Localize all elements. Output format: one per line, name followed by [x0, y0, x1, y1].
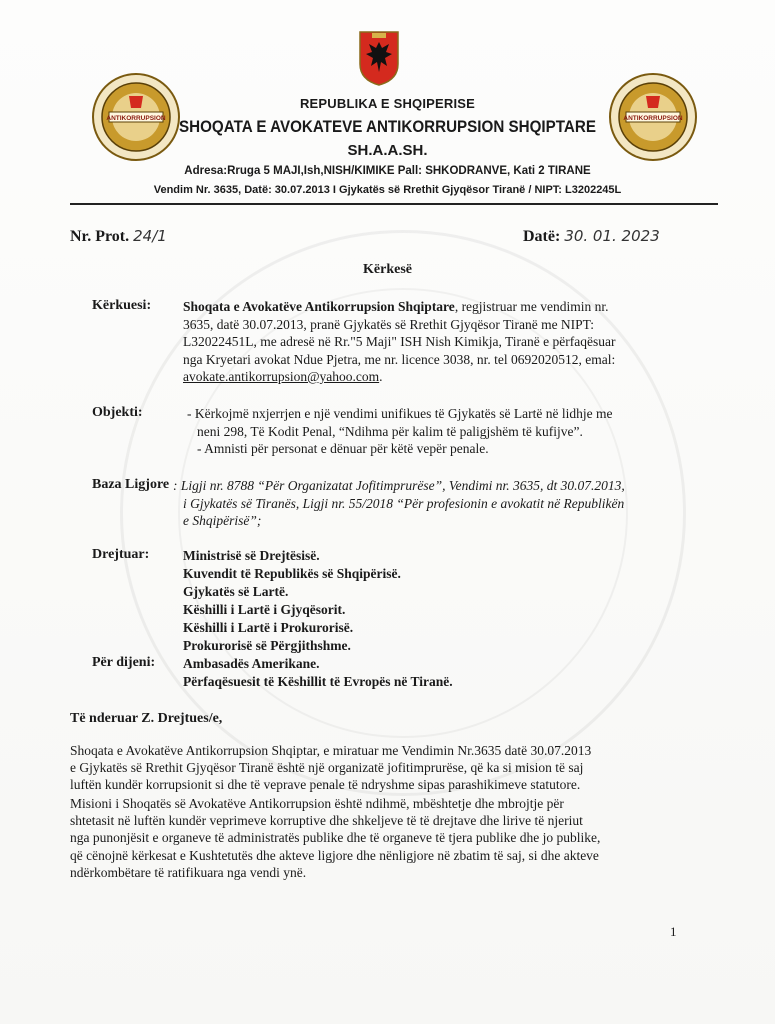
- protocol-number: [70, 227, 167, 246]
- legal-basis-label: Baza Ligjore: [92, 477, 170, 492]
- organization-address: Adresa:Rruga 5 MAJI,Ish,NISH/KIMIKE Pall: SHKODRANVE, Kati 2 TIRANE: [184, 165, 591, 177]
- requester-line: L32022451L, me adresë në Rr."5 Maji" ISH Nish Kimikja, Tiranë e përfaqësuar: [183, 334, 616, 349]
- legal-basis-line: : Ligji nr. 8788 “Për Organizatat Jofitimprurëse”, Vendimi nr. 3635, dt 30.07.2013,: [173, 478, 625, 493]
- seal-text: ANTIKORRUPSION: [623, 115, 683, 122]
- paragraph-line: e Gjykatës së Rrethit Gjyqësor Tiranë është një organizatë jofitimprurëse, që ka si mision të saj: [70, 760, 584, 776]
- cc-list: [183, 655, 453, 691]
- addressee-item: Prokurorisë së Përgjithshme.: [183, 638, 351, 653]
- legal-basis-block: [173, 477, 673, 530]
- requester-name: Shoqata e Avokatëve Antikorrupsion Shqiptare: [183, 299, 455, 314]
- addressee-item: Gjykatës së Lartë.: [183, 584, 289, 599]
- paragraph-line: ndërkombëtare të ratifikuara nga vendi ynë.: [70, 864, 307, 880]
- protocol-value: 24/1: [133, 227, 167, 245]
- paragraph-line: shtetasit në luftën kundër veprimeve korruptive dhe shkeljeve të të drejtave dhe lirive të njeriut: [70, 813, 583, 829]
- addressed-list: [183, 547, 401, 655]
- date-value: 30. 01. 2023: [564, 227, 660, 245]
- addressee-item: Ministrisë së Drejtësisë.: [183, 548, 320, 563]
- object-line: - Kërkojmë nxjerrjen e një vendimi unifikues të Gjykatës së Lartë në lidhje me: [187, 406, 613, 421]
- paragraph-line: Misioni i Shoqatës së Avokatëve Antikorrupsion është ndihmë, mbështetje dhe mbrojtje për: [70, 796, 564, 811]
- addressee-item: Këshilli i Lartë i Prokurorisë.: [183, 620, 354, 635]
- cc-label: Për dijeni:: [92, 655, 156, 670]
- requester-line: , regjistruar me vendimin nr.: [454, 299, 609, 314]
- addressee-item: Kuvendit të Republikës së Shqipërisë.: [183, 566, 401, 581]
- addressed-label: Drejtuar:: [92, 547, 150, 562]
- requester-line: 3635, datë 30.07.2013, pranë Gjykatës së Rrethit Gjyqësor Tiranë me NIPT:: [183, 316, 595, 332]
- organization-name: SHOQATA E AVOKATEVE ANTIKORRUPSION SHQIPTARE: [179, 118, 596, 136]
- header-divider: [70, 203, 718, 205]
- paragraph-line: nga punonjësit e organeve të administratës publike dhe të organeve të tjera publike dhe jo publike,: [70, 830, 601, 846]
- paragraph-line: që cënojnë kërkesat e Kushtetutës dhe akteve ligjore dhe nënligjore në zbatim të saj, si dhe akteve: [70, 847, 599, 863]
- organization-acronym: SH.A.A.SH.: [347, 142, 428, 159]
- paragraph-line: Shoqata e Avokatëve Antikorrupsion Shqiptar, e miratuar me Vendimin Nr.3635 datë 30.07.2013: [70, 743, 592, 758]
- requester-block: [183, 298, 683, 386]
- email-suffix: .: [379, 369, 383, 384]
- cc-item: Përfaqësuesit të Këshillit të Evropës në Tiranë.: [183, 674, 453, 689]
- object-line: neni 298, Të Kodit Penal, “Ndihma për kalim të paligjshëm të kufijve”.: [197, 423, 583, 439]
- page-number: 1: [670, 924, 677, 939]
- date-label: Datë:: [523, 228, 561, 245]
- seal-text: ANTIKORRUPSION: [106, 115, 166, 122]
- paragraph-goals: [70, 795, 670, 881]
- requester-email-link[interactable]: avokate.antikorrupsion@yahoo.com: [183, 369, 380, 384]
- protocol-label: Nr. Prot.: [70, 228, 130, 245]
- legal-basis-line: i Gjykatës së Tiranës, Ligji nr. 55/2018 “Për profesionin e avokatit në Republikën: [183, 495, 625, 511]
- republic-heading: REPUBLIKA E SHQIPERISE: [299, 96, 476, 111]
- requester-line: nga Kryetari avokat Ndue Pjetra, me nr. licence 3038, nr. tel 0692020512, emal:: [183, 351, 616, 367]
- albanian-emblem-icon: [358, 30, 400, 86]
- object-line: - Amnisti për personat e dënuar për këtë vepër penale.: [197, 441, 489, 456]
- requester-label: Kërkuesi:: [92, 298, 152, 313]
- addressee-item: Këshilli i Lartë i Gjyqësorit.: [183, 602, 346, 617]
- document-date: [523, 227, 660, 246]
- legal-basis-line: e Shqipërisë”;: [183, 513, 262, 528]
- object-block: [187, 405, 687, 458]
- paragraph-line: luftën kundër korrupsionit si dhe të veprave penale të ndryshme sipas parashikimeve statutore.: [70, 777, 581, 793]
- registration-info: Vendim Nr. 3635, Datë: 30.07.2013 I Gjykatës së Rrethit Gjyqësor Tiranë / NIPT: L3202245L: [153, 184, 622, 196]
- salutation: Të nderuar Z. Drejtues/e,: [70, 711, 223, 726]
- paragraph-mission: [70, 742, 670, 794]
- cc-item: Ambasadës Amerikane.: [183, 656, 320, 671]
- document-title: Kërkesë: [363, 262, 412, 277]
- object-label: Objekti:: [92, 405, 143, 420]
